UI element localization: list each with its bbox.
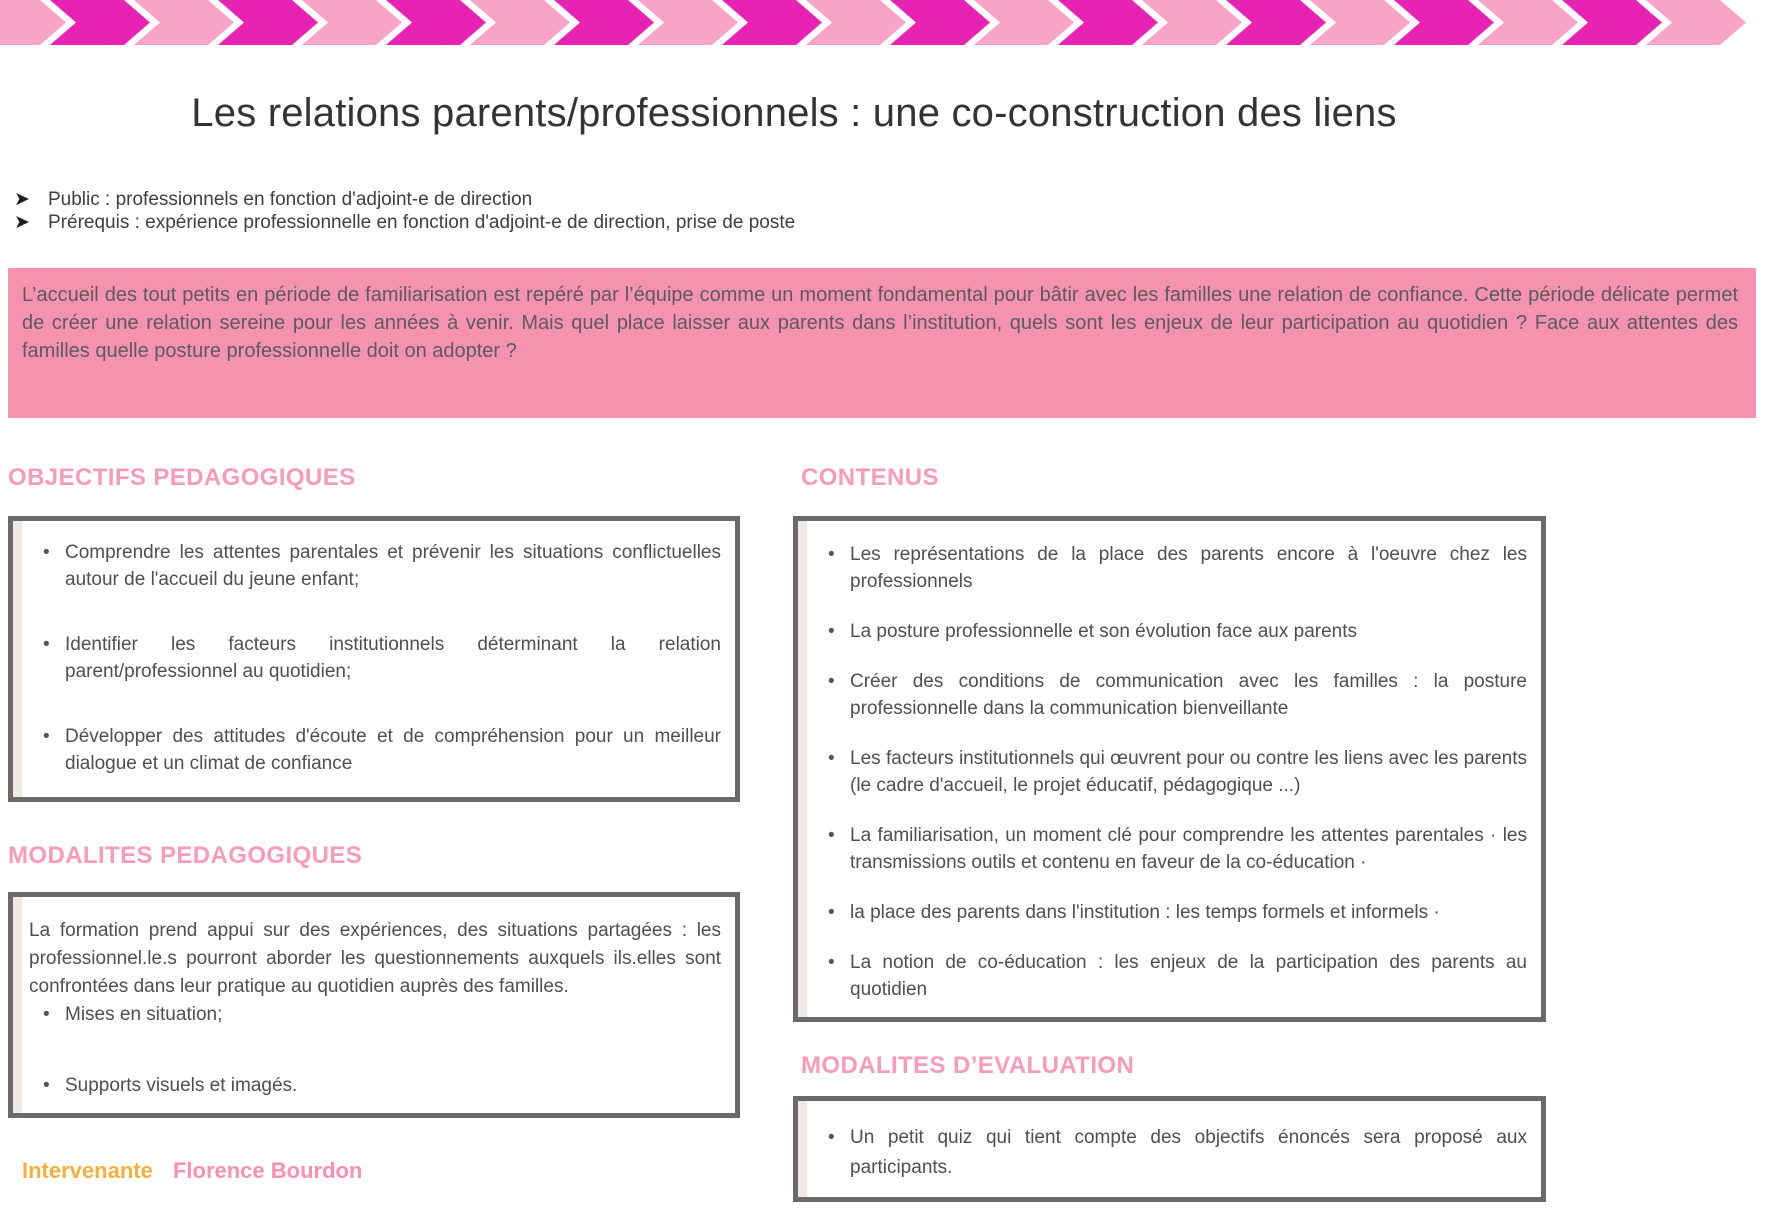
- page-title: Les relations parents/professionnels : une co-construction des liens: [191, 91, 1397, 135]
- objectifs-item: • Identifier les facteurs institutionnels déterminant la relation parent/professionnel au quotidien;: [27, 631, 721, 685]
- info-item-text: Public : professionnels en fonction d'adjoint-e de direction: [48, 189, 533, 210]
- objectifs-heading: OBJECTIFS PEDAGOGIQUES: [8, 464, 356, 491]
- evaluation-box: [793, 1096, 1546, 1202]
- evaluation-heading: MODALITES D’EVALUATION: [801, 1052, 1135, 1079]
- objectifs-item: • Comprendre les attentes parentales et prévenir les situations conflictuelles autour de l'accueil du jeune enfant;: [27, 539, 721, 593]
- intervenante-label: Intervenante: [22, 1158, 153, 1183]
- contenus-box: [793, 516, 1546, 1022]
- left-column: [8, 418, 740, 1202]
- modalites-pedagogiques-item: • Mises en situation;: [27, 1001, 721, 1028]
- intervenante-name: Florence Bourdon: [172, 1158, 363, 1183]
- objectifs-list: [27, 539, 721, 777]
- arrow-right-icon: ➤: [14, 212, 30, 233]
- contenus-heading: CONTENUS: [801, 464, 939, 491]
- contenus-item: • La posture professionnelle et son évolution face aux parents: [812, 618, 1527, 645]
- info-item: [14, 211, 1780, 234]
- contenus-item: • La notion de co-éducation : les enjeux de la participation des parents au quotidien: [812, 949, 1527, 1003]
- contenus-item: • la place des parents dans l'institution : les temps formels et informels ·: [812, 899, 1527, 926]
- intervenante-row: [22, 1158, 740, 1184]
- info-item: [14, 188, 1780, 211]
- modalites-pedagogiques-item: • Supports visuels et imagés.: [27, 1072, 721, 1099]
- contenus-item: • Créer des conditions de communication avec les familles : la posture professionnelle dans la communication bienveillante: [812, 668, 1527, 722]
- objectifs-box: [8, 516, 740, 802]
- arrow-right-icon: ➤: [14, 189, 30, 210]
- info-item-text: Prérequis : expérience professionnelle en fonction d'adjoint-e de direction, prise de poste: [48, 212, 796, 233]
- contenus-list: [812, 541, 1527, 1003]
- modalites-pedagogiques-box: [8, 892, 740, 1118]
- chevron-band: [0, 0, 1780, 45]
- modalites-pedagogiques-heading: MODALITES PEDAGOGIQUES: [8, 842, 363, 869]
- content-columns: [0, 418, 1780, 1202]
- intro-box: L’accueil des tout petits en période de familiarisation est repéré par l’équipe comme un moment fondamental pour bâtir avec les familles une relation de confiance. Cette période délicate permet de créer une relation sereine pour les années à venir. Mais quel place laisser aux parents dans l’institution, quels sont les enjeux de leur participation au quotidien ? Face aux attentes des familles quelle posture professionnelle doit on adopter ?: [8, 268, 1756, 418]
- chevron-pink: [0, 0, 66, 45]
- evaluation-item: • Un petit quiz qui tient compte des objectifs énoncés sera proposé aux participants.: [812, 1123, 1527, 1183]
- modalites-pedagogiques-intro: La formation prend appui sur des expériences, des situations partagées : les professionnel.le.s pourront aborder les questionnements auxquels ils.elles sont confrontées dans leur pratique au quotidien auprès des familles.: [29, 920, 721, 997]
- contenus-item: • La familiarisation, un moment clé pour comprendre les attentes parentales · les transmissions outils et contenu en faveur de la co-éducation ·: [812, 822, 1527, 876]
- modalites-pedagogiques-list: [27, 1001, 721, 1099]
- info-list: [14, 188, 1780, 234]
- contenus-item: • Les représentations de la place des parents encore à l'oeuvre chez les professionnels: [812, 541, 1527, 595]
- objectifs-item: • Développer des attitudes d'écoute et de compréhension pour un meilleur dialogue et un climat de confiance: [27, 723, 721, 777]
- evaluation-list: [812, 1123, 1527, 1183]
- right-column: [793, 418, 1546, 1202]
- contenus-item: • Les facteurs institutionnels qui œuvrent pour ou contre les liens avec les parents (le cadre d'accueil, le projet éducatif, pédagogique ...): [812, 745, 1527, 799]
